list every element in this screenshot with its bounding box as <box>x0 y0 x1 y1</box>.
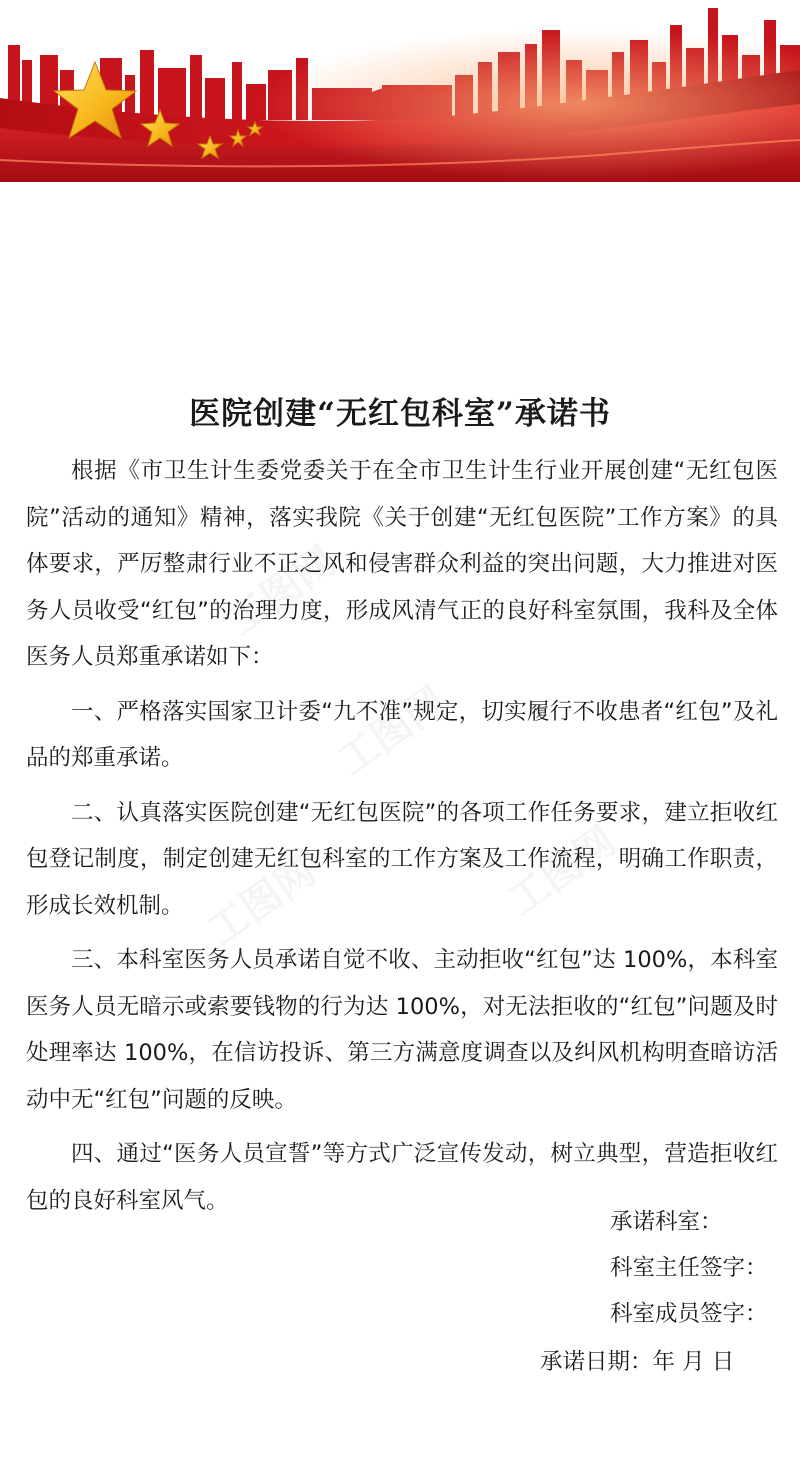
signature-date: 承诺日期：年 月 日 <box>540 1349 735 1375</box>
document-body <box>26 448 778 1224</box>
paragraph-intro: 根据《市卫生计生委党委关于在全市卫生计生行业开展创建“无红包医院”活动的通知》精神，落实我院《关于创建“无红包医院”工作方案》的具体要求，严厉整肃行业不正之风和侵害群众利益的突出问题，大力推进对医务人员收受“红包”的治理力度，形成风清气正的良好科室氛围，我科及全体医务人员郑重承诺如下： <box>26 458 778 670</box>
signature-director: 科室主任签字： <box>610 1255 768 1281</box>
document-title: 医院创建“无红包科室”承诺书 <box>189 396 611 432</box>
signature-department: 承诺科室： <box>610 1209 723 1235</box>
paragraph-item-4: 四、通过“医务人员宣誓”等方式广泛宣传发动，树立典型，营造拒收红包的良好科室风气。 <box>26 1141 778 1214</box>
signature-members: 科室成员签字： <box>610 1301 768 1327</box>
paragraph-item-1: 一、严格落实国家卫计委“九不准”规定，切实履行不收患者“红包”及礼品的郑重承诺。 <box>26 698 778 771</box>
paragraph-item-3: 三、本科室医务人员承诺自觉不收、主动拒收“红包”达 100%，本科室医务人员无暗示或索要钱物的行为达 100%，对无法拒收的“红包”问题及时处理率达 100%，在信访投诉、第三方满意度调查以及纠风机构明查暗访活动中无“红包”问题的反映。 <box>26 947 778 1113</box>
header-banner <box>0 0 800 190</box>
paragraph-item-2: 二、认真落实医院创建“无红包医院”的各项工作任务要求，建立拒收红包登记制度，制定创建无红包科室的工作方案及工作流程，明确工作职责，形成长效机制。 <box>26 799 778 919</box>
